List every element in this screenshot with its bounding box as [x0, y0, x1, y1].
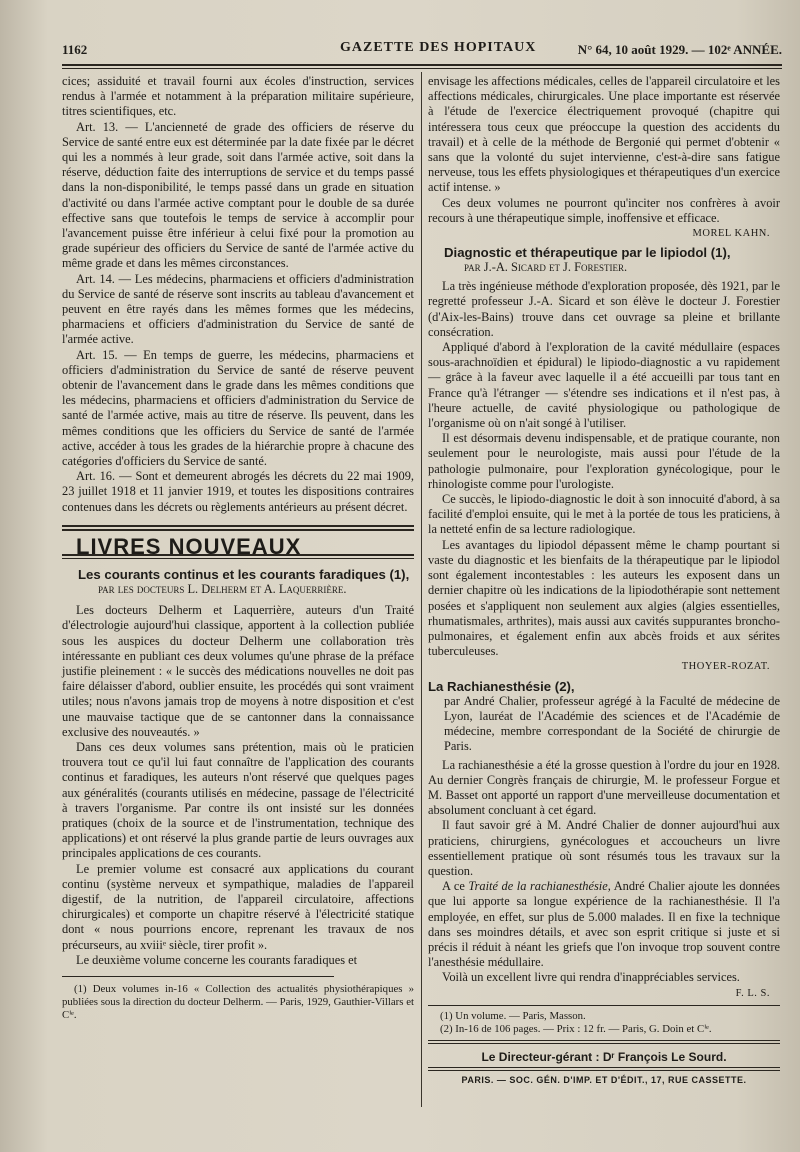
paragraph: Ces deux volumes ne pourront qu'inciter nos confrères à avoir recours à une thérapeutique simple, inoffensive et efficace. — [428, 195, 780, 225]
article-16: Art. 16. — Sont et demeurent abrogés les décrets du 22 mai 1909, 23 juillet 1918 et 11 janvier 1919, et toutes les dispositions contraires contenues dans les décrets ou règlements antérieurs au présent décret. — [62, 469, 414, 514]
closing-rule — [428, 1067, 780, 1071]
header-rule — [62, 64, 782, 66]
review-paragraph: Appliqué d'abord à l'exploration de la cavité médullaire (espaces sous-arachnoïdien et épidural) le lipiodo-diagnostic a vu rapidement — grâce à la faveur avec laquelle il a été accueilli par tous tant en France qu'à l'étranger — s'étendre ses indications et il n'est pas, à l'heure actuelle, de cavité physiologique ou pathologique de l'organisme où on n'ait songé à l'utiliser. — [428, 340, 780, 431]
section-rule — [62, 525, 414, 531]
closing-rule — [428, 1040, 780, 1044]
book-authors: par les docteurs L. Delherm et A. Laquerrière. — [98, 582, 347, 597]
page-header — [62, 38, 782, 62]
review-paragraph: Les docteurs Delherm et Laquerrière, auteurs d'un Traité d'électrologie aujourd'hui classique, apportent à la collection publiée sous les auspices du docteur Delherm une collaboration très intéressante en publiant ces deux volumes qu'une phrase de la préface justifie pleinement : « le succès des médications nouvelles ne doit pas faire délaisser d'abord, oublier ensuite, les procédés qui sont vraiment utiles; nous n'avons jamais trop de moyens à notre disposition et c'est une mauvaise tactique que de se cantonner dans la connaissance exclusive des nouveautés. » — [62, 603, 414, 739]
signature: MOREL KAHN. — [692, 228, 770, 240]
review-paragraph: Il est désormais devenu indispensable, et de pratique courante, non seulement pour le neurologiste, mais aussi pour l'étude de la pathologie pulmonaire, pour l'exploration gynécologique, pour le rhinologiste comme pour l'urologiste. — [428, 431, 780, 491]
printer-line: PARIS. — SOC. GÉN. D'IMP. ET D'ÉDIT., 17, RUE CASSETTE. — [461, 1074, 747, 1085]
section-title: LIVRES NOUVEAUX — [76, 533, 302, 559]
header-rule-thin — [62, 68, 782, 69]
footnote-rule — [428, 1005, 780, 1006]
paragraph: envisage les affections médicales, celles de l'appareil circulatoire et les affections médicales, chirurgicales. Une place importante est réservée à l'étude de l'exercice électriquement provoqué (chapitre qui intéressera tous ceux que préoccupe la question des accidents du travail) et à celle de la méthode de Bergonié qui permet d'obtenir « sans que la volonté du sujet intervienne, c'est-à-dire sans fatigue nerveuse, tous les effets physiologiques et thérapeutiques d'un exercice actif intense. » — [428, 74, 780, 195]
footnote — [62, 983, 414, 1022]
paragraph: cices; assiduité et travail fourni aux écoles d'instruction, services rendus à l'armée et notamment à la préparation militaire supérieure, titres scientifiques, etc. — [62, 74, 414, 119]
right-column — [428, 74, 780, 1088]
book-title: Diagnostic et thérapeutique par le lipiodol (1), — [444, 245, 731, 261]
review-paragraph: Le premier volume est consacré aux applications du courant continu (système nerveux et sympathique, maladies de l'appareil digestif, de la nutrition, de l'appareil circulatoire, affections chirurgicales) et comporte un chapitre réservé à l'électricité statique dont « nous pourrions encore, reprenant les travaux de nos précurseurs, au xviiiᵉ siècle, tirer profit ». — [62, 861, 414, 952]
page-number: 1162 — [62, 42, 88, 57]
book-authors: par J.-A. Sicard et J. Forestier. — [464, 260, 628, 275]
journal-title: GAZETTE DES HOPITAUX — [340, 40, 537, 55]
column-divider — [421, 72, 422, 1107]
footnotes — [428, 1010, 780, 1036]
article-15: Art. 15. — En temps de guerre, les médecins, pharmaciens et officiers d'administration du Service de santé de réserve peuvent obtenir de l'avancement dans le grade dans les mêmes conditions que les médecins, pharmaciens et officiers d'administration du Service de santé de l'armée active, mais au titre de réserve. Ils peuvent, dans les mêmes conditions que les officiers du Service de santé de l'armée active, accéder à tous les grades de la hiérarchie propre à chacune des catégories d'officiers du Service de santé. — [62, 347, 414, 469]
review-paragraph: Voilà un excellent livre qui rendra d'inappréciables services. — [442, 970, 740, 985]
review-paragraph: La très ingénieuse méthode d'exploration proposée, dès 1921, par le regretté professeur J.-A. Sicard et son élève le docteur J. Forestier (d'Aix-les-Bains) trouve dans cet ouvrage sa pleine et brillante consécration. — [428, 279, 780, 339]
review-paragraph: Il faut savoir gré à M. André Chalier de donner aujourd'hui aux praticiens, chirurgiens, gynécologues et accoucheurs un livre essentiellement pratique où sont résumés tous les travaux sur la question. — [428, 818, 780, 878]
review-paragraph: Dans ces deux volumes sans prétention, mais où le praticien trouvera tout ce qu'il lui faut connaître de l'application des courants continus et faradiques, les auteurs n'ont réservé que quelques pages aux généralités (courants utilisés en médecine, passage de l'électricité à travers l'organisme. Par contre ils ont insisté sur les données pratiques (choix de la source et de l'instrumentation, technique des applications) et ont réservé la plus grande partie de leurs ouvrages aux principales applications de ces courants. — [62, 739, 414, 861]
review-paragraph: La rachianesthésie a été la grosse question à l'ordre du jour en 1928. Au dernier Congrès français de chirurgie, M. le professeur Forgue et M. Basset ont apporté un rapport d'une merveilleuse documentation et absolument concluant à cet égard. — [428, 757, 780, 818]
left-column — [62, 74, 414, 1022]
book-title: La Rachianesthésie (2), — [428, 678, 575, 694]
article-14: Art. 14. — Les médecins, pharmaciens et officiers d'administration du Service de santé de réserve sont inscrits au tableau d'avancement et peuvent en être rayés dans les mêmes formes que les médecins, pharmaciens et officiers d'administration du Service de santé de l'armée active. — [62, 271, 414, 347]
text-segment: , André Chalier ajoute les données que lui apporte sa longue expérience de la rachianesthésie. Il l'a employée, en effet, sur plus de 5.000 malades. Il en fixe la technique dans ses moindres détails, et avec son esprit critique si juste et si précis il réduit à néant les griefs que l'on invoque trop souvent contre l'anesthésie médullaire. — [428, 879, 780, 970]
footnote-text: (1) Un volume. — Paris, Masson. — [440, 1009, 586, 1022]
footnote-text: (1) Deux volumes in-16 « Collection des actualités physiothérapiques » publiées sous la direction du docteur Delherm. — Paris, 1929, Gauthier-Villars et Cⁱᵉ. — [62, 982, 414, 1021]
signature: THOYER-ROZAT. — [681, 661, 770, 673]
footnote-text: (2) In-16 de 106 pages. — Prix : 12 fr. — Paris, G. Doin et Cⁱᵉ. — [440, 1022, 712, 1035]
text-segment: A ce — [442, 879, 469, 894]
director-line: Le Directeur-gérant : Dʳ François Le Sourd. — [481, 1049, 727, 1064]
book-title-italic: Traité de la rachianesthésie — [468, 879, 608, 894]
review-paragraph: Ce succès, le lipiodo-diagnostic le doit à son innocuité d'abord, à sa facilité d'emploi ensuite, qui le met à la portée de tous les praticiens, à la netteté enfin de sa lecture radiologique. — [428, 492, 780, 537]
review-paragraph — [428, 879, 780, 970]
issue-info: N° 64, 10 août 1929. — 102ᵉ ANNÉE. — [577, 42, 782, 57]
review-paragraph: Le deuxième volume concerne les courants faradiques et — [76, 952, 358, 967]
book-title: Les courants continus et les courants faradiques (1), — [78, 567, 410, 583]
signature: F. L. S. — [735, 987, 770, 999]
review-paragraph: Les avantages du lipiodol dépassent même le champ pourtant si vaste du diagnostic et les bienfaits de la thérapeutique par le lipiodol sont également incontestables : les auteurs les exposent dans un dernier chapitre où les indications de la lipiodothérapie sont nettement posées et s'appliquent non seulement aux algies (algies essentielles, rhumatismales, arthrites), mais aussi aux cavités suppurantes broncho-pulmonaires, et également enfin aux abcès froids et aux sérites tuberculeuses. — [428, 537, 780, 659]
book-authors: par André Chalier, professeur agrégé à la Faculté de médecine de Lyon, lauréat de l'Académie des sciences et de l'Académie de médecine, membre correspondant de la Société de chirurgie de Paris. — [444, 693, 780, 753]
article-13: Art. 13. — L'ancienneté de grade des officiers de réserve du Service de santé entre eux est déterminée par la date fixée par le décret qui les a nommés à leur grade, soit dans l'armée active, soit dans la réserve, déduction faite des interruptions de service et du temps passé dans la non-disponibilité, le temps passé dans un grade en situation d'activité ou dans l'armée active comptant pour le double de sa durée effective sans que toutefois le temps de service à accomplir pour l'avancement puisse être inférieur à celui fixé pour la promotion au grade supérieur des officiers du Service de santé de l'armée active du même grade et dans les mêmes circonstances. — [62, 119, 414, 271]
footnote-rule — [62, 976, 334, 977]
